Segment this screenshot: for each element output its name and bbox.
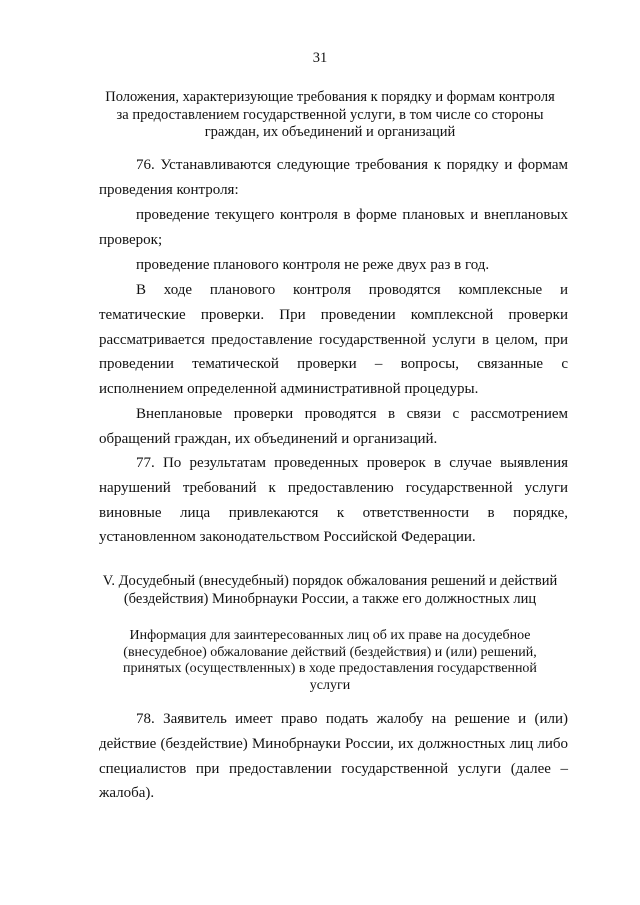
heading-line: V. Досудебный (внесудебный) порядок обжалования решений и действий: [102, 573, 558, 589]
paragraph-76: 76. Устанавливаются следующие требования к порядку и формам проведения контроля:: [99, 157, 568, 198]
heading-line: граждан, их объединений и организаций: [204, 124, 456, 140]
subsection-heading-appeal-info: [95, 628, 565, 694]
paragraph-78: 78. Заявитель имеет право подать жалобу на решение и (или) действие (бездействие) Минобрнауки России, их должностных лиц либо специалистов при предоставлении государственной услуги (далее – жалоба).: [99, 711, 568, 802]
heading-line: за предоставлением государственной услуги, в том числе со стороны: [116, 106, 544, 123]
section-v-heading: [90, 573, 570, 608]
heading-line: (внесудебное) обжалование действий (бездействия) и (или) решений,: [123, 644, 537, 660]
heading-line: (бездействия) Минобрнауки России, а также его должностных лиц: [123, 590, 537, 607]
paragraph-planned-control: проведение планового контроля не реже двух раз в год.: [136, 257, 490, 273]
section-heading-control: [90, 89, 570, 142]
paragraph-current-control: проведение текущего контроля в форме плановых и внеплановых проверок;: [99, 207, 568, 248]
heading-line: принятых (осуществленных) в ходе предоставления государственной: [123, 661, 537, 676]
heading-line: Положения, характеризующие требования к порядку и формам контроля: [105, 89, 555, 105]
page-number: 31: [312, 50, 328, 66]
heading-line: услуги: [309, 677, 351, 693]
heading-line: Информация для заинтересованных лиц об их праве на досудебное: [129, 628, 531, 643]
paragraph-unplanned-inspections: Внеплановые проверки проводятся в связи с рассмотрением обращений граждан, их объединений и организаций.: [99, 406, 568, 447]
paragraph-planned-inspections: В ходе планового контроля проводятся комплексные и тематические проверки. При проведении комплексной проверки рассматривается предоставление государственной услуги в целом, при проведении тематической проверки – вопросы, связанные с исполнением определенной административной процедуры.: [99, 282, 568, 398]
paragraph-77: 77. По результатам проведенных проверок в случае выявления нарушений требований к предоставлению государственной услуги виновные лица привлекаются к ответственности в порядке, установленном законодательством Российской Федерации.: [99, 455, 568, 546]
